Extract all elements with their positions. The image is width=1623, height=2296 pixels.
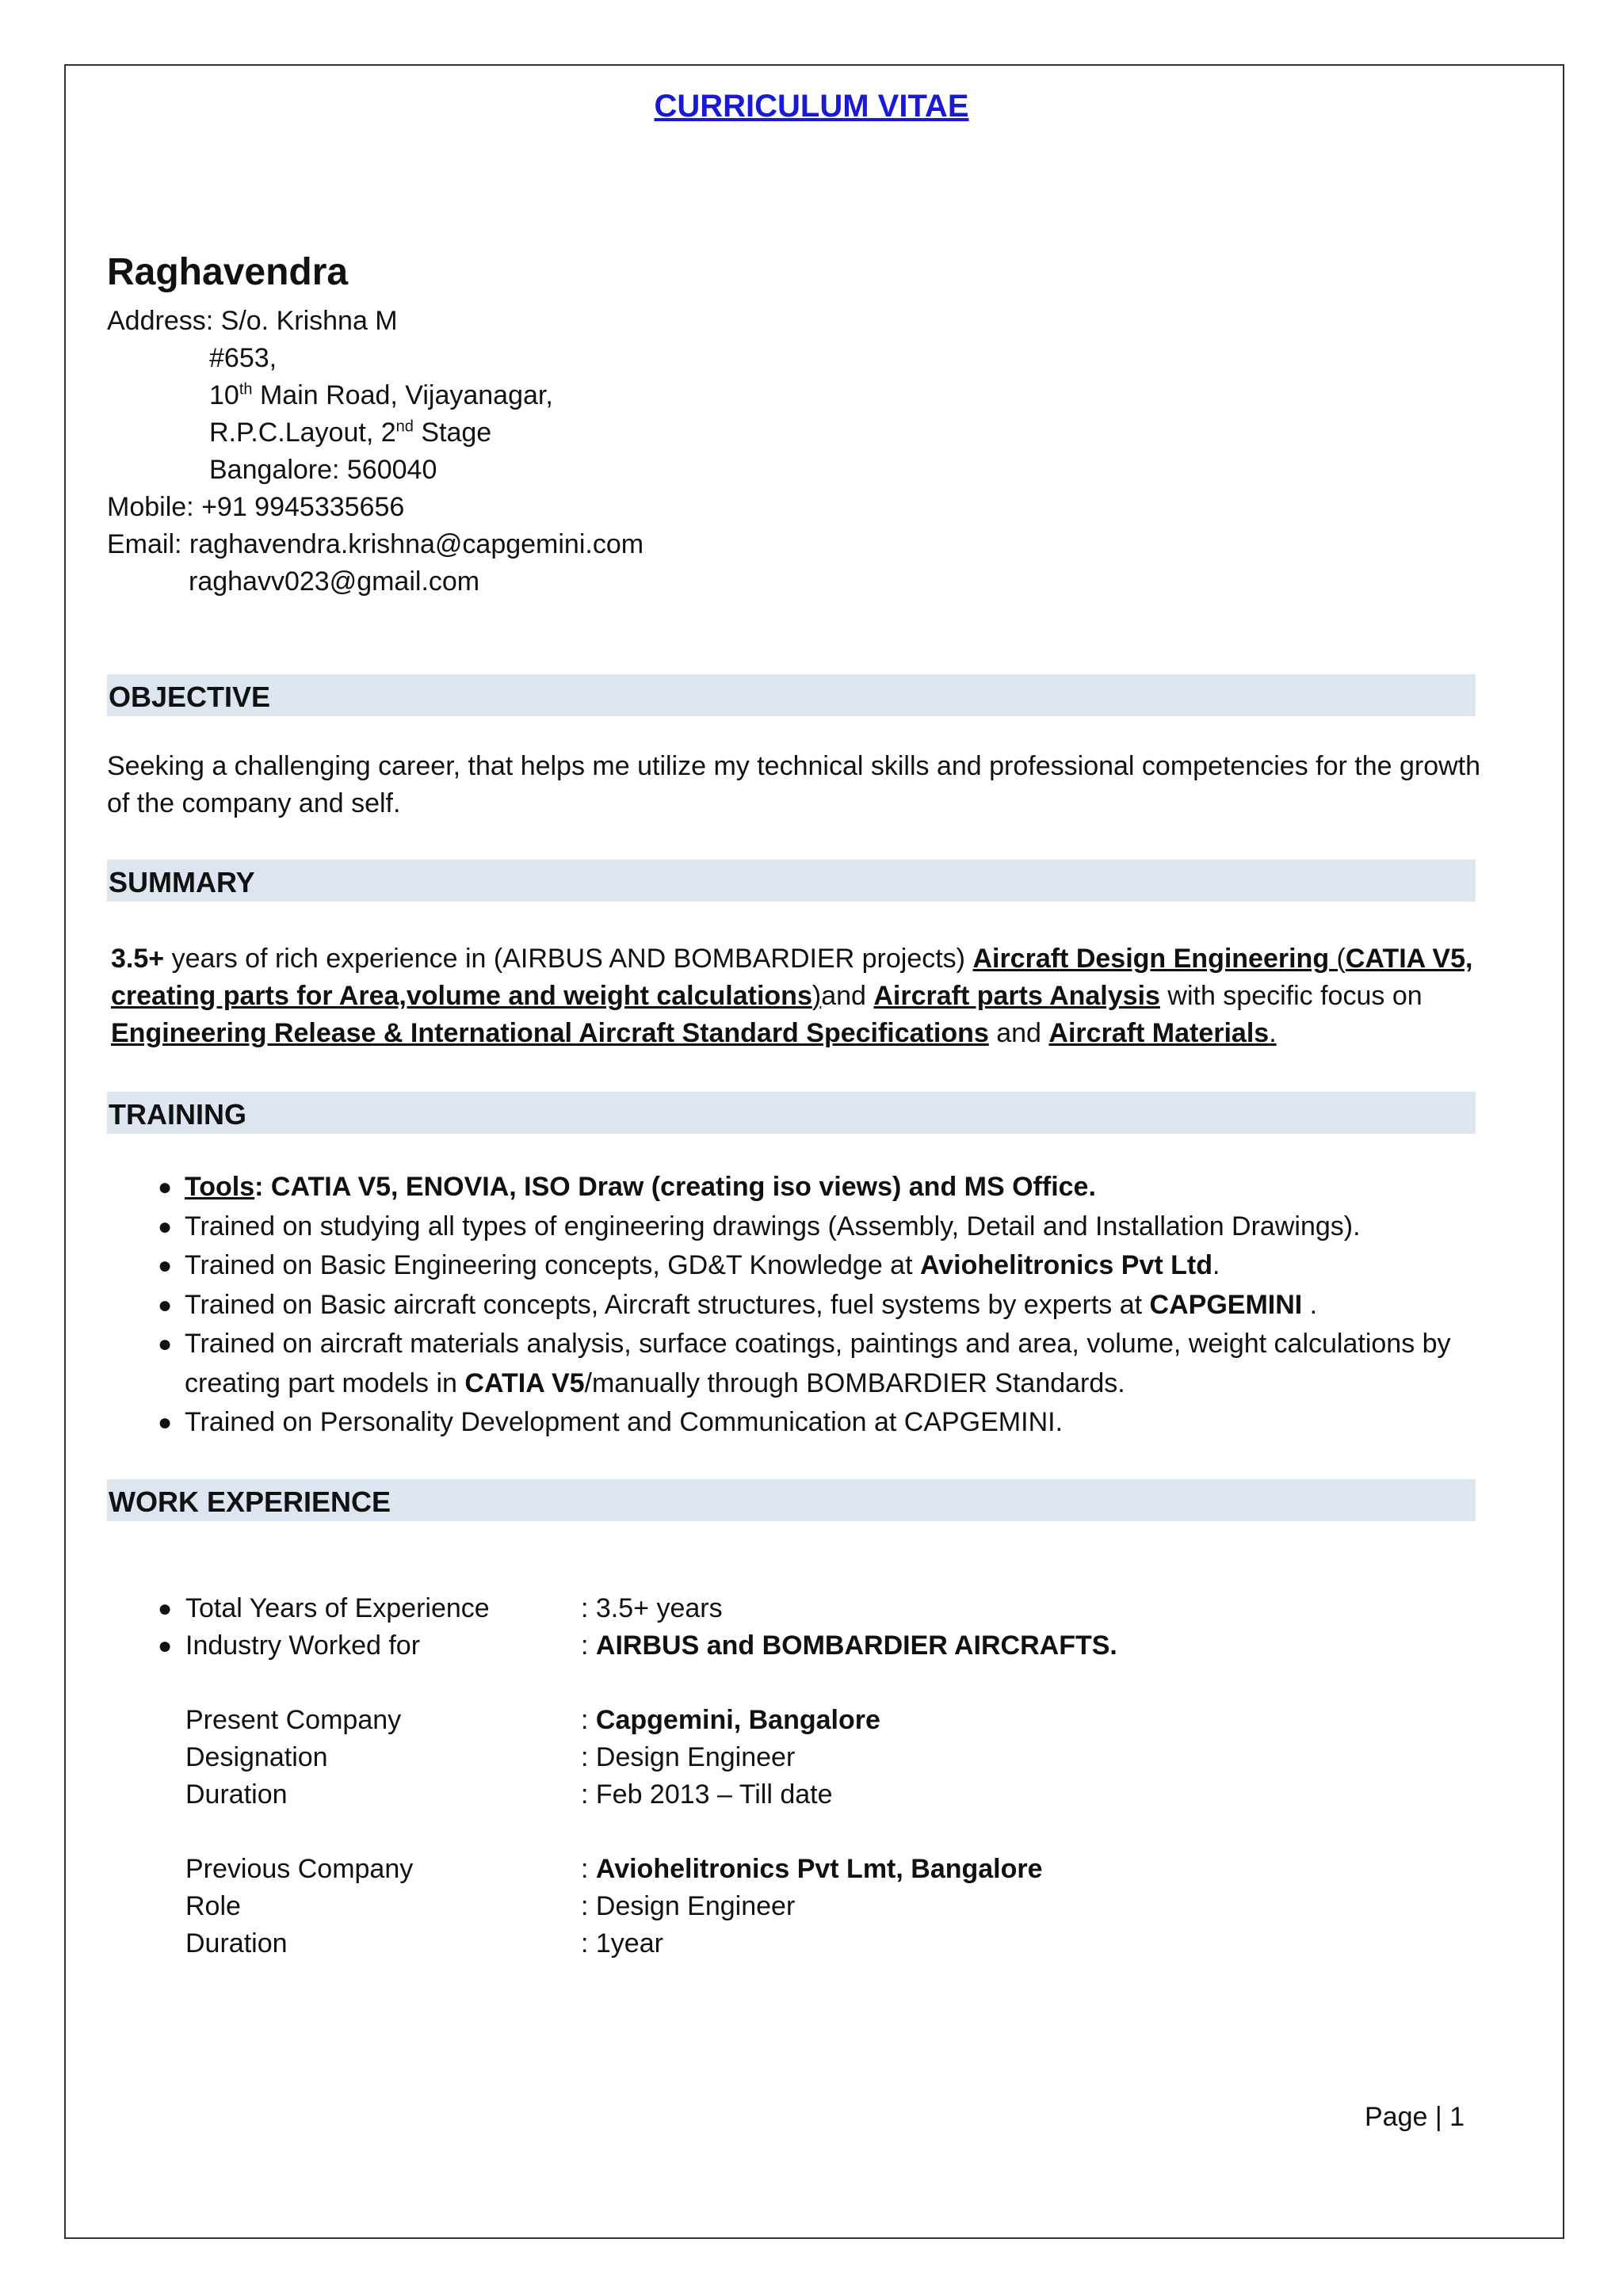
street-suffix: th (239, 380, 253, 399)
work-previous-value: Aviohelitronics Pvt Lmt, Bangalore (595, 1854, 1043, 1884)
work-industry-label: Industry Worked for (185, 1630, 421, 1661)
summary-focus: with specific focus on (1159, 981, 1423, 1011)
section-training: TRAINING (107, 1092, 1476, 1134)
colon: : (581, 1630, 596, 1661)
bullet-icon: ● (158, 1596, 173, 1622)
bullet-icon: ● (158, 1253, 173, 1279)
email-label: Email: (107, 529, 182, 559)
training-bombardier-standards: /manually through BOMBARDIER Standards. (584, 1367, 1125, 1398)
summary-materials: Aircraft Materials (1048, 1018, 1270, 1048)
training-tools-label: Tools (185, 1172, 255, 1202)
work-duration1-label: Duration (185, 1779, 288, 1810)
address-label: Address: (107, 306, 214, 336)
summary-intro: years of rich experience in (AIRBUS AND BOMBARDIER projects) (164, 944, 973, 974)
candidate-name: Raghavendra (107, 251, 349, 293)
list-item (107, 1168, 1502, 1207)
work-total-label: Total Years of Experience (185, 1593, 490, 1623)
training-drawings: Trained on studying all types of engineering drawings (Assembly, Detail and Installation Drawings). (185, 1211, 1361, 1241)
address-layout (209, 414, 491, 452)
training-basic-engineering: Trained on Basic Engineering concepts, GD&T Knowledge at (185, 1250, 920, 1280)
mobile-number: +91 9945335656 (201, 492, 405, 522)
bullet-icon: ● (158, 1174, 173, 1200)
training-period: . (1302, 1289, 1318, 1320)
summary-design-engineering: Aircraft Design Engineering (972, 944, 1330, 974)
work-duration2-value: : 1year (581, 1928, 663, 1958)
work-previous-value-wrap (581, 1851, 1043, 1888)
section-work-experience: WORK EXPERIENCE (107, 1479, 1476, 1521)
training-tools-list: : CATIA V5, ENOVIA, ISO Draw (creating iso views) and MS Office. (254, 1172, 1096, 1202)
training-personality: Trained on Personality Development and Communication at CAPGEMINI. (185, 1407, 1064, 1437)
work-total-value: : 3.5+ years (581, 1593, 723, 1623)
summary-engineering-release: Engineering Release & International Aircraft Standard Specifications (111, 1018, 989, 1048)
training-company-capgemini: CAPGEMINI (1149, 1289, 1303, 1320)
address-street (209, 377, 553, 414)
colon: : (581, 1854, 596, 1884)
work-role-value: : Design Engineer (581, 1891, 796, 1921)
work-role-label: Role (185, 1891, 241, 1921)
summary-paren-close: ) (812, 981, 822, 1011)
work-present-value: Capgemini, Bangalore (595, 1705, 880, 1735)
work-duration1-value: : Feb 2013 – Till date (581, 1779, 833, 1810)
work-present-label: Present Company (185, 1705, 402, 1735)
bullet-icon: ● (158, 1291, 173, 1318)
list-item (107, 1246, 1502, 1286)
training-company-aviohelitronics: Aviohelitronics Pvt Ltd (919, 1250, 1212, 1280)
street-name: Main Road, Vijayanagar, (252, 380, 553, 410)
summary-catia: CATIA V5, creating parts for Area,volume and weight calculations (111, 944, 1473, 1011)
document-title: CURRICULUM VITAE (654, 89, 969, 124)
summary-parts-analysis: Aircraft parts Analysis (873, 981, 1160, 1011)
section-objective: OBJECTIVE (107, 674, 1476, 716)
work-duration2-label: Duration (185, 1928, 288, 1958)
summary-text (111, 940, 1478, 1052)
list-item (107, 1207, 1502, 1247)
address-house-number: #653, (209, 343, 277, 373)
list-item (107, 1403, 1502, 1443)
bullet-icon: ● (158, 1633, 173, 1659)
mobile-line (107, 489, 404, 526)
training-aircraft-concepts: Trained on Basic aircraft concepts, Aircraft structures, fuel systems by experts at (185, 1289, 1150, 1320)
work-designation-label: Designation (185, 1742, 328, 1772)
email-primary: raghavendra.krishna@capgemini.com (189, 529, 644, 559)
section-summary: SUMMARY (107, 860, 1476, 902)
work-designation-value: : Design Engineer (581, 1742, 796, 1772)
address-guardian: S/o. Krishna M (220, 306, 398, 336)
work-industry-value-wrap (581, 1627, 1117, 1665)
work-previous-label: Previous Company (185, 1854, 414, 1884)
street-number: 10 (209, 380, 239, 410)
bullet-icon: ● (158, 1213, 173, 1240)
stage-suffix: nd (395, 418, 414, 436)
summary-and-2: and (988, 1018, 1049, 1048)
list-item (107, 1325, 1502, 1403)
page-number: Page | 1 (1365, 2102, 1465, 2132)
colon: : (581, 1705, 596, 1735)
mobile-label: Mobile: (107, 492, 194, 522)
training-list (107, 1168, 1502, 1443)
training-catia: CATIA V5 (464, 1367, 585, 1398)
work-present-value-wrap (581, 1702, 880, 1739)
email-secondary: raghavv023@gmail.com (189, 566, 480, 597)
training-materials: Trained on aircraft materials analysis, surface coatings, paintings and area, volume, weight calculations by creating part models in (185, 1329, 1451, 1398)
bullet-icon: ● (158, 1331, 173, 1357)
training-period: . (1212, 1250, 1220, 1280)
address-line-1 (107, 303, 398, 340)
work-industry-value: AIRBUS and BOMBARDIER AIRCRAFTS. (595, 1630, 1117, 1661)
summary-period: . (1269, 1018, 1277, 1048)
summary-years: 3.5+ (111, 944, 165, 974)
objective-text: Seeking a challenging career, that helps me utilize my technical skills and professional competencies for the growth of the company and self. (107, 751, 1481, 818)
bullet-icon: ● (158, 1409, 173, 1436)
email-line (107, 526, 643, 563)
stage-label: Stage (413, 418, 492, 448)
layout-name: R.P.C.Layout, 2 (209, 418, 396, 448)
summary-and: and (821, 981, 874, 1011)
summary-paren-open: ( (1329, 944, 1346, 974)
list-item (107, 1286, 1502, 1325)
address-city: Bangalore: 560040 (209, 455, 437, 485)
